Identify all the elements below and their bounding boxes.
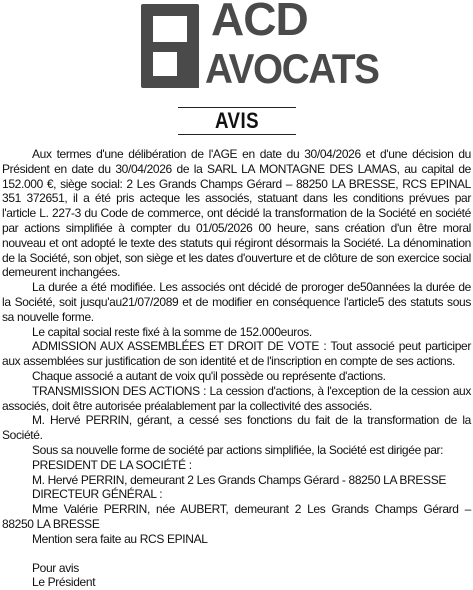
- title-rule-bottom: [178, 134, 296, 135]
- paragraph-transmission: TRANSMISSION DES ACTIONS : La cession d'actions, à l'exception de la cession aux associés, doit être autorisée préalablement par la collectivité des associés.: [2, 383, 471, 413]
- logo-text-acd: ACD: [211, 0, 308, 45]
- paragraph-votes: Chaque associé a autant de voix qu'il possède ou représente d'actions.: [32, 368, 386, 383]
- acd-monogram-icon: [141, 2, 203, 98]
- closing-line: Pour avis: [32, 560, 79, 575]
- page-title: AVIS: [215, 108, 259, 133]
- paragraph-admission: ADMISSION AUX ASSEMBLÉES ET DROIT DE VOTE : Tout associé peut participer aux assemblées sur justification de son identité et de l'inscription en compte de ses actions.: [2, 339, 471, 369]
- paragraph-transformation: Aux termes d'une délibération de l'AGE en date du 30/04/2026 et d'une décision du Président en date du 30/04/2026 de la SARL LA MONTAGNE DES LAMAS, au capital de 152.000 €, siège social: 2 Les Grands Champs Gérard – 88250 LA BRESSE, RCS EPINAL 351 372651, il a été pris acteque les associés, statuant dans les conditions prévues par l'article L. 227-3 du Code de commerce, ont décidé la transformation de la Société en société par actions simplifiée à compter du 01/05/2026 00 heure, sans création d'un être moral nouveau et ont adopté le texte des statuts qui régiront désormais la Société. La dénomination de la Société, son objet, son siège et les dates d'ouverture et de clôture de son exercice social demeurent inchangées.: [2, 147, 471, 280]
- president-detail: M. Hervé PERRIN, demeurant 2 Les Grands Champs Gérard - 88250 LA BRESSE: [32, 472, 447, 487]
- paragraph-duration: La durée a été modifiée. Les associés ont décidé de proroger de50années la durée de la Société, soit jusqu'au21/07/2089 et de modifier en conséquence l'article5 des statuts sous sa nouvelle forme.: [2, 280, 471, 324]
- signature-line: Le Président: [32, 575, 96, 590]
- director-detail: Mme Valérie PERRIN, née AUBERT, demeurant 2 Les Grands Champs Gérard – 88250 LA BRESSE: [2, 502, 471, 531]
- mention-line: Mention sera faite au RCS EPINAL: [32, 531, 208, 546]
- notice-body: [2, 147, 471, 590]
- title-block: [178, 104, 296, 136]
- acd-avocats-logo: [141, 0, 379, 102]
- paragraph-direction: Sous sa nouvelle forme de société par actions simplifiée, la Société est dirigée par:: [32, 442, 444, 457]
- president-heading: PRESIDENT DE LA SOCIÉTÉ :: [32, 457, 192, 472]
- paragraph-resignation: M. Hervé PERRIN, gérant, a cessé ses fonctions du fait de la transformation de la Société.: [2, 413, 471, 443]
- paragraph-capital: Le capital social reste fixé à la somme de 152.000euros.: [32, 324, 312, 339]
- logo-text-avocats: AVOCATS: [205, 45, 379, 92]
- director-heading: DIRECTEUR GÉNÉRAL :: [32, 487, 163, 502]
